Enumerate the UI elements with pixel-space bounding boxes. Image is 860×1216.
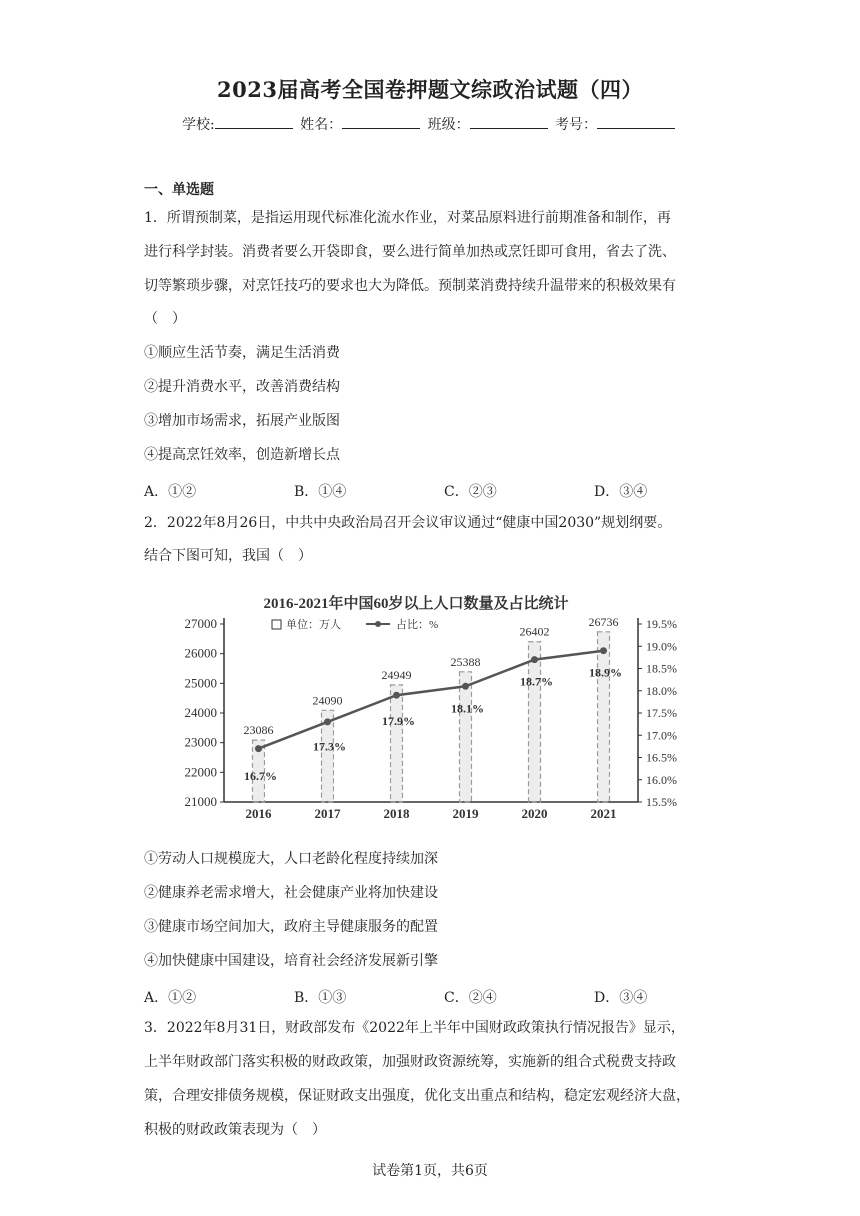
percent-label: 17.3% <box>313 739 346 754</box>
y-right-tick-label: 15.5% <box>646 795 677 809</box>
x-tick-label: 2019 <box>452 806 479 821</box>
number-label: 考号： <box>555 117 598 133</box>
bar <box>529 642 541 802</box>
bar-value-label: 24090 <box>312 693 343 708</box>
x-tick-label: 2016 <box>245 806 272 821</box>
section-title: 一、单选题 <box>144 182 214 198</box>
y-left-tick-label: 22000 <box>184 764 217 780</box>
q2-option-a[interactable]: A．①② <box>144 990 197 1006</box>
y-left-tick-label: 26000 <box>184 645 217 661</box>
q1-stem-line: 1．所谓预制菜，是指运用现代标准化流水作业，对菜品原料进行前期准备和制作，再 <box>144 210 671 226</box>
y-right-tick-label: 19.5% <box>646 617 677 631</box>
school-blank[interactable] <box>215 114 293 129</box>
bar-value-label: 24949 <box>381 667 412 682</box>
q3-stem-line: 3．2022年8月31日，财政部发布《2022年上半年中国财政政策执行情况报告》显示， <box>144 1020 685 1036</box>
q1-item: ④提高烹饪效率，创造新增长点 <box>144 447 340 463</box>
legend-line-label: 占比：% <box>396 619 439 631</box>
q1-option-d[interactable]: D．③④ <box>594 484 648 500</box>
y-right-tick-label: 16.0% <box>646 772 677 787</box>
y-left-tick-label: 23000 <box>184 734 217 750</box>
percent-label: 18.9% <box>589 665 622 680</box>
percent-point <box>462 683 469 690</box>
y-right-tick-label: 17.5% <box>646 706 677 720</box>
percent-line <box>259 651 604 749</box>
page-footer: 试卷第1页，共6页 <box>372 1163 488 1179</box>
q1-item: ③增加市场需求，拓展产业版图 <box>144 413 340 429</box>
q1-stem-line: 切等繁琐步骤，对烹饪技巧的要求也大为降低。预制菜消费持续升温带来的积极效果有 <box>144 278 676 294</box>
y-right-tick-label: 18.0% <box>646 683 677 698</box>
y-left-tick-label: 27000 <box>184 616 217 631</box>
q3-stem-line: 上半年财政部门落实积极的财政政策，加强财政资源统筹，实施新的组合式税费支持政 <box>144 1054 676 1070</box>
legend-line-marker <box>375 621 381 627</box>
percent-point <box>324 718 331 725</box>
bar <box>391 685 403 802</box>
percent-point <box>255 745 262 752</box>
percent-point <box>531 656 538 663</box>
q3-stem-line: 策，合理安排债务规模，保证财政支出强度，优化支出重点和结构，稳定宏观经济大盘， <box>144 1088 690 1104</box>
q2-stem-line: 2．2022年8月26日，中共中央政治局召开会议审议通过“健康中国2030”规划纲要。 <box>144 515 672 531</box>
q2-item: ②健康养老需求增大，社会健康产业将加快建设 <box>144 885 438 901</box>
percent-label: 18.7% <box>520 674 553 689</box>
y-right-tick-label: 18.5% <box>646 661 677 676</box>
x-tick-label: 2018 <box>383 806 410 821</box>
bar-value-label: 23086 <box>243 723 274 738</box>
x-tick-label: 2017 <box>314 806 341 821</box>
q1-option-a[interactable]: A．①② <box>144 484 197 500</box>
q1-item: ②提升消费水平，改善消费结构 <box>144 379 340 395</box>
percent-label: 16.7% <box>244 769 277 784</box>
q2-item: ③健康市场空间加大，政府主导健康服务的配置 <box>144 919 438 935</box>
y-left-tick-label: 25000 <box>184 675 217 691</box>
q2-option-b[interactable]: B．①③ <box>294 990 347 1006</box>
percent-point <box>393 692 400 699</box>
y-left-tick-label: 24000 <box>184 705 217 720</box>
name-label: 姓名： <box>300 117 343 133</box>
q1-stem-line: 进行科学封装。消费者要么开袋即食，要么进行简单加热或烹饪即可食用，省去了洗、 <box>144 244 676 260</box>
class-blank[interactable] <box>470 114 548 129</box>
bar <box>460 672 472 802</box>
q2-option-d[interactable]: D．③④ <box>594 990 648 1006</box>
q2-option-c[interactable]: C．②④ <box>444 990 497 1006</box>
number-blank[interactable] <box>597 114 675 129</box>
name-blank[interactable] <box>342 114 420 129</box>
y-right-tick-label: 19.0% <box>646 639 677 654</box>
population-chart <box>168 578 728 830</box>
q3-stem-line: 积极的财政政策表现为（ ） <box>144 1122 326 1138</box>
bar <box>598 632 610 802</box>
q1-item: ①顺应生活节奏，满足生活消费 <box>144 345 340 361</box>
page-title: 2023届高考全国卷押题文综政治试题（四） <box>217 77 643 102</box>
y-right-tick-label: 16.5% <box>646 750 677 765</box>
q1-option-b[interactable]: B．①④ <box>294 484 347 500</box>
bar-value-label: 26736 <box>588 614 619 629</box>
chart-svg <box>168 578 728 830</box>
school-label: 学校: <box>181 117 215 133</box>
legend-bar-label: 单位：万人 <box>286 619 341 631</box>
bar-value-label: 26402 <box>519 624 550 639</box>
q2-stem-line: 结合下图可知，我国（ ） <box>144 548 312 564</box>
x-tick-label: 2021 <box>590 806 617 821</box>
y-right-tick-label: 17.0% <box>646 728 677 743</box>
y-left-tick-label: 21000 <box>184 794 217 809</box>
student-info-line <box>0 114 860 134</box>
percent-label: 17.9% <box>382 713 415 728</box>
bar-value-label: 25388 <box>450 654 481 669</box>
legend-bar-swatch <box>272 620 281 629</box>
q2-item: ①劳动人口规模庞大，人口老龄化程度持续加深 <box>144 851 438 867</box>
class-label: 班级： <box>427 117 470 133</box>
percent-label: 18.1% <box>451 701 484 716</box>
percent-point <box>600 647 607 654</box>
q2-item: ④加快健康中国建设，培育社会经济发展新引擎 <box>144 953 438 969</box>
q1-stem-line: （ ） <box>144 311 186 327</box>
x-tick-label: 2020 <box>521 806 548 821</box>
q1-option-c[interactable]: C．②③ <box>444 484 497 500</box>
chart-title: 2016-2021年中国60岁以上人口数量及占比统计 <box>263 596 569 612</box>
